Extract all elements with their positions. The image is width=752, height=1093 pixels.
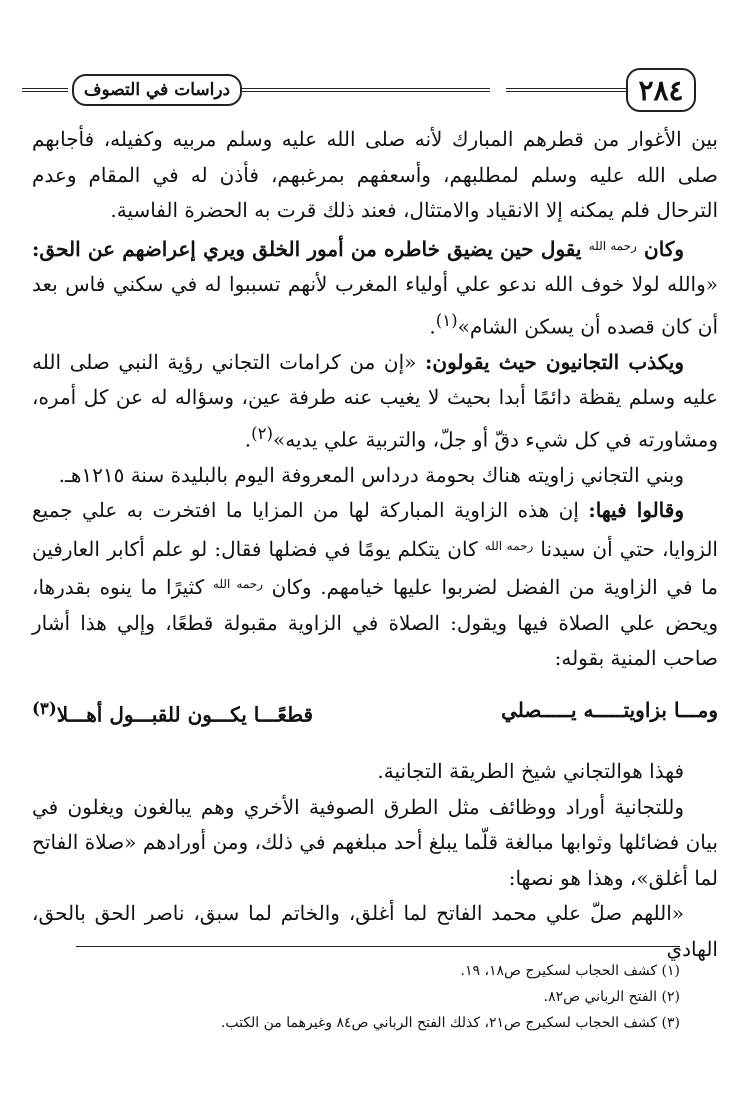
honorific: رحمه الله xyxy=(484,538,534,553)
text-run: قطعًـــا يكـــون للقبـــول أهـــلا xyxy=(56,702,314,727)
header-rule xyxy=(506,88,632,92)
text-run: كان يتكلم يومًا في فضلها فقال: لو علم أكابر العارفين ما في الزاوية من الفضل لضربوا عليها خيامهم. وكان xyxy=(32,536,718,600)
poem-hemistich-2 xyxy=(32,698,313,727)
text-run: ويكذب التجانيون حيث يقولون: xyxy=(425,349,685,374)
paragraph xyxy=(32,345,718,458)
honorific: رحمه الله xyxy=(212,577,263,592)
running-title: دراسات في التصوف xyxy=(72,74,242,106)
text-run: . xyxy=(244,427,252,452)
paragraph: فهذا هوالتجاني شيخ الطريقة التجانية. xyxy=(377,759,684,783)
poem-hemistich-1: ومـــا بزاويتـــــه يـــــصلي xyxy=(501,698,718,722)
poem-verse xyxy=(32,698,718,736)
footnote-ref: (٢) xyxy=(251,423,274,443)
paragraph: بين الأغوار من قطرهم المبارك لأنه صلى الله عليه وسلم مربيه وكفيله، فأجابهم صلى الله عليه وسلم لمطلبهم، وأسعفهم بمرغبهم، فأذن له في المقام وعدم الترحال فلم يمكنه إلا الانقياد والامتثال، فعند ذلك قرت به الحضرة الفاسية. xyxy=(32,127,719,222)
text-run: «والله لولا خوف الله ندعو علي أولياء المغرب لأنهم تسببوا له في سكني فاس بعد أن كان قصده أن يسكن الشام» xyxy=(32,272,718,339)
paragraph: «اللهم صلّ علي محمد الفاتح لما أغلق، والخاتم لما سبق، ناصر الحق بالحق، الهادي xyxy=(32,901,718,961)
text-run: وكان xyxy=(636,236,685,261)
footnote: (٣) كشف الحجاب لسكيرج ص٢١، كذلك الفتح الرباني ص٨٤ وغيرهما من الكتب. xyxy=(220,1015,680,1031)
text-run: . xyxy=(429,314,436,339)
main-text-continued xyxy=(32,754,718,967)
paragraph xyxy=(32,493,718,677)
text-run: وقالوا فيها: xyxy=(588,498,684,523)
paragraph: وبني التجاني زاويته هناك بحومة درداس المعروفة اليوم بالبليدة سنة ١٢١٥هـ. xyxy=(58,462,684,487)
text-run: كثيرًا ما ينوه بقدرها، ويحض علي الصلاة فيها ويقول: الصلاة في الزاوية مقبولة قطعًا، وإلي هذا أشار صاحب المنية بقوله: xyxy=(32,575,718,671)
footnote-separator xyxy=(76,946,680,947)
text-run: إن هذه الزاوية المباركة لها من المزايا ما افتخرت به علي جميع الزوايا، حتي أن سيدنا xyxy=(32,498,718,561)
footnote-ref: (١) xyxy=(435,310,458,330)
text-run: يقول حين يضيق خاطره من أمور الخلق ويري إعراضهم عن الحق: xyxy=(32,236,589,261)
footnote-ref: (٣) xyxy=(32,698,57,718)
page-number: ٢٨٤ xyxy=(626,68,696,112)
honorific: رحمه الله xyxy=(588,238,637,253)
text-run: «إن من كرامات التجاني رؤية النبي صلى الله عليه وسلم يقظة دائمًا أبدا بحيث لا يغيب عنه طرفة عين، وسؤاله له عن كل أمره، ومشاورته في كل شيء دقّ أو جلّ، والتربية علي يديه» xyxy=(32,349,718,452)
footnote: (٢) الفتح الرباني ص٨٢. xyxy=(543,989,680,1005)
paragraph: وللتجانية أوراد ووظائف مثل الطرق الصوفية الأخري وهم يبالغون ويغلون في بيان فضائلها وثوابها مبالغة قلّما يبلغ أحد مبلغهم في ذلك، ومن أورادهم «صلاة الفاتح لما أغلق»، وهذا هو نصها: xyxy=(32,794,718,890)
page-header xyxy=(22,68,732,114)
footnote: (١) كشف الحجاب لسكيرج ص١٨، ١٩. xyxy=(460,963,680,979)
paragraph xyxy=(32,229,718,345)
footnotes xyxy=(32,958,718,1036)
main-text xyxy=(32,122,718,677)
header-rule xyxy=(22,88,68,92)
